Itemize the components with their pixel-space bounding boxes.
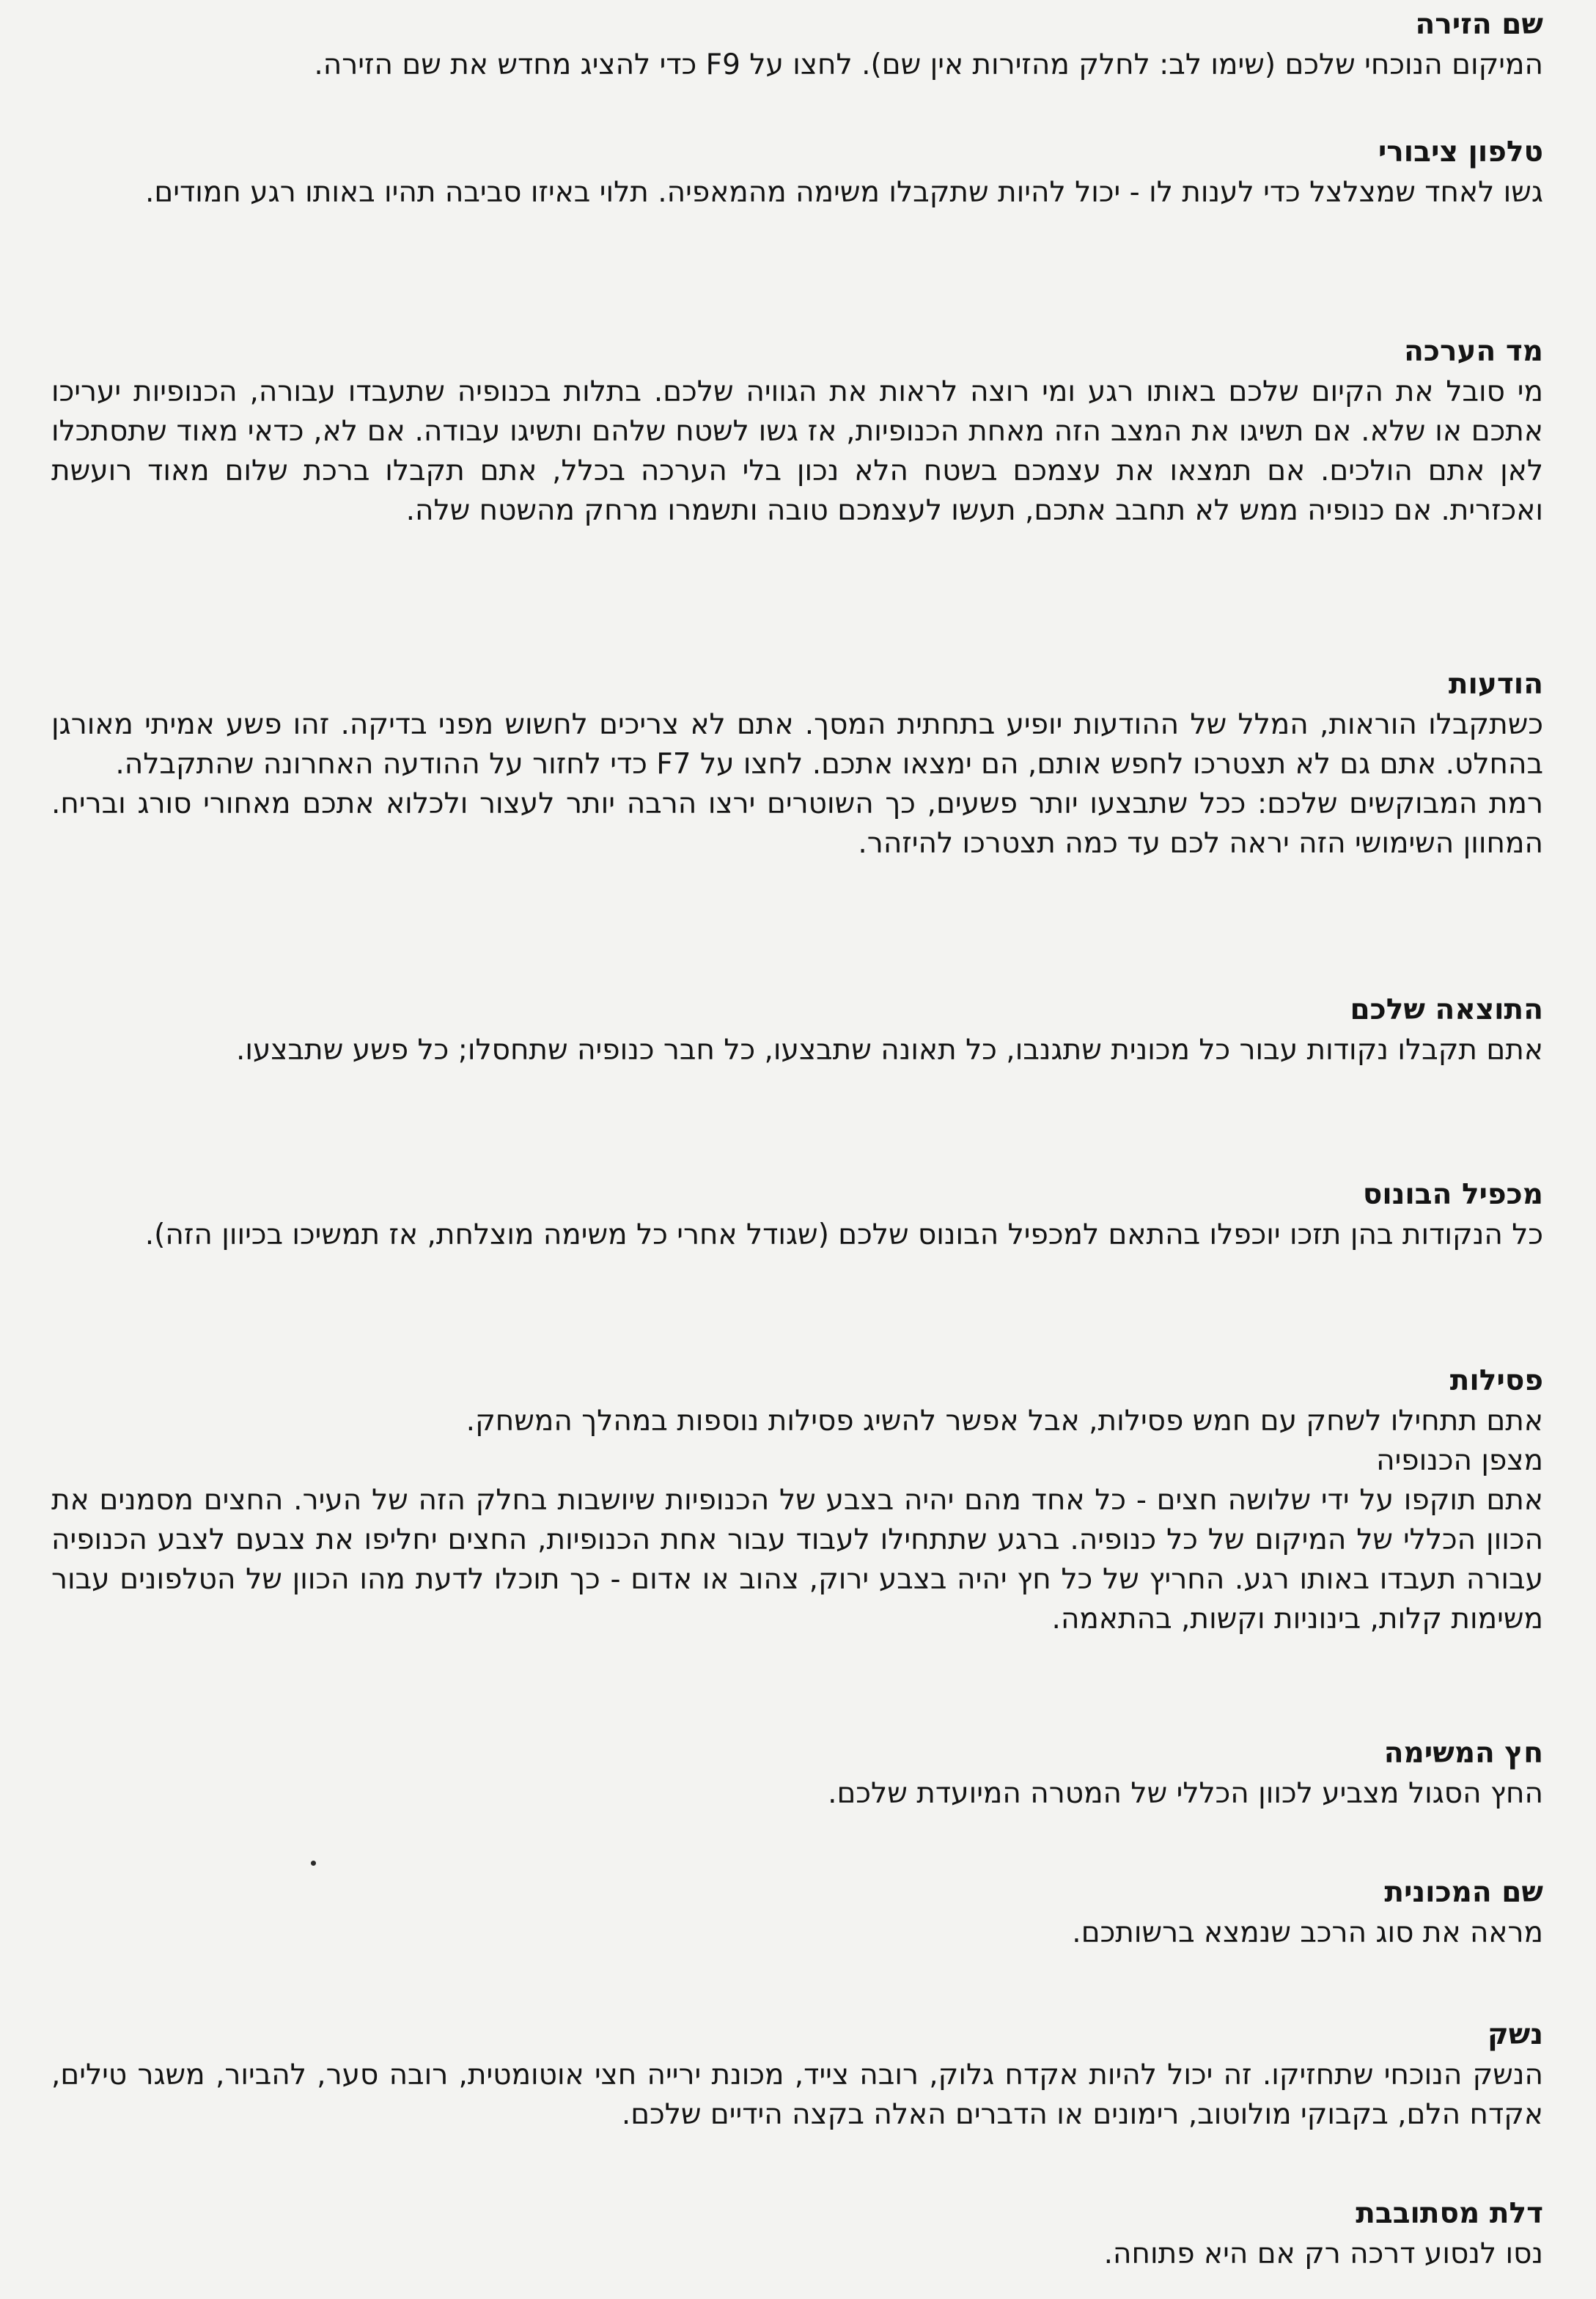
section-paragraph: המיקום הנוכחי שלכם (שימו לב: לחלק מהזירות אין שם). לחצו על F9 כדי להציג מחדש את שם הזירה. [314,48,1543,81]
section-paragraph: כשתקבלו הוראות, המלל של ההודעות יופיע בתחתית המסך. אתם לא צריכים לחשוש מפני בדיקה. זהו פשע אמיתי מאורגן בהחלט. אתם גם לא תצטרכו לחפש אותם, הם ימצאו אתכם. לחצו על F7 כדי לחזור על ההודעה האחרונה שהתקבלה. [51,708,1543,781]
manual-page [51,0,1543,2299]
section-heading: שם הזירה [1415,8,1543,41]
section-heading: מכפיל הבונוס [1362,1178,1543,1211]
section-paragraph: אתם תקבלו נקודות עבור כל מכונית שתגנבו, כל תאונה שתבצעו, כל חבר כנופיה שתחסלו; כל פשע שתבצעו. [235,1034,1543,1067]
section-paragraph: גשו לאחד שמצלצל כדי לענות לו - יכול להיות שתקבלו משימה מהמאפיה. תלוי באיזו סביבה תהיו באותו רגע חמודים. [144,176,1543,209]
section-arena-name [51,4,1543,85]
section-paragraph: רמת המבוקשים שלכם: ככל שתבצעו יותר פשעים, כך השוטרים ירצו הרבה יותר לעצור ולכלוא אתכם מאחורי סורג ובריח. המחוון השימושי הזה יראה לכם עד כמה תצטרכו להיזהר. [51,787,1543,860]
section-lives-and-gang-compass [51,1361,1543,1639]
section-paragraph: כל הנקודות בהן תזכו יוכפלו בהתאם למכפיל הבונוס שלכם (שגודל אחרי כל משימה מוצלחת, אז תמשיכו בכיוון הזה). [144,1218,1543,1251]
section-heading: מד הערכה [1404,335,1543,368]
section-paragraph: מי סובל את הקיום שלכם באותו רגע ומי רוצה לראות את הגוויה שלכם. בתלות בכנופיה שתעבדו עבורה, הכנופיות יעריכו אתכם או שלא. אם תשיגו את המצב הזה מאחת הכנופיות, אז גשו לשטח שלהם ותשיגו עבודה. אם לא, כדאי מאוד שתסתכלו לאן אתם הולכים. אם תמצאו את עצמכם בשטח הלא נכון בלי הערכה בכלל, אתם תקבלו ברכת שלום מאוד רועשת ואכזרית. אם כנופיה ממש לא תחבב אתכם, תעשו לעצמכם טובה ותשמרו מרחק מהשטח שלה. [51,375,1543,527]
section-paragraph: מראה את סוג הרכב שנמצא ברשותכם. [1072,1916,1543,1949]
section-paragraph: אתם תתחילו לשחק עם חמש פסילות, אבל אפשר להשיג פסילות נוספות במהלך המשחק. [466,1405,1543,1438]
section-heading: שם המכונית [1384,1876,1543,1909]
section-heading: חץ המשימה [1383,1737,1543,1770]
section-paragraph: מצפן הכנופיה [1376,1444,1543,1477]
section-public-phone [51,132,1543,213]
section-your-score [51,990,1543,1070]
section-paragraph: אתם תוקפו על ידי שלושה חצים - כל אחד מהם יהיה בצבע של הכנופיות שיושבות בחלק הזה של העיר. החצים מסמנים את הכוון הכללי של המיקום של כל כנופיה. ברגע שתתחילו לעבוד עבור אחת הכנופיות, החצים יחליפו את צבעם לצבע הכנופיה עבורה תעבדו באותו רגע. החריץ של כל חץ יהיה בצבע ירוק, צהוב או אדום - כך תוכלו לדעת מהו הכוון של הטלפונים עבור משימות קלות, בינוניות וקשות, בהתאמה. [51,1484,1543,1636]
section-bonus-multiplier [51,1174,1543,1255]
section-revolving-door [51,2193,1543,2274]
section-paragraph: החץ הסגול מצביע לכוון הכללי של המטרה המיועדת שלכם. [828,1777,1543,1810]
section-mission-arrow [51,1733,1543,1814]
section-respect-meter [51,331,1543,531]
section-heading: התוצאה שלכם [1350,993,1543,1026]
section-paragraph: הנשק הנוכחי שתחזיקו. זה יכול להיות אקדח גלוק, רובה צייד, מכונת ירייה חצי אוטומטית, רובה סער, להביור, משגר טילים, אקדח הלם, בקבוקי מולוטוב, רימונים או הדברים האלה בקצה הידיים שלכם. [51,2059,1543,2131]
section-car-name [51,1872,1543,1953]
print-speck [311,1861,316,1866]
section-paragraph: נסו לנסוע דרכה רק אם היא פתוחה. [1103,2237,1543,2270]
section-heading: פסילות [1449,1364,1543,1397]
section-heading: נשק [1487,2018,1543,2051]
section-messages [51,664,1543,864]
section-heading: הודעות [1448,668,1543,701]
section-heading: טלפון ציבורי [1378,136,1543,169]
section-weapon [51,2015,1543,2135]
section-heading: דלת מסתובבת [1356,2197,1543,2230]
